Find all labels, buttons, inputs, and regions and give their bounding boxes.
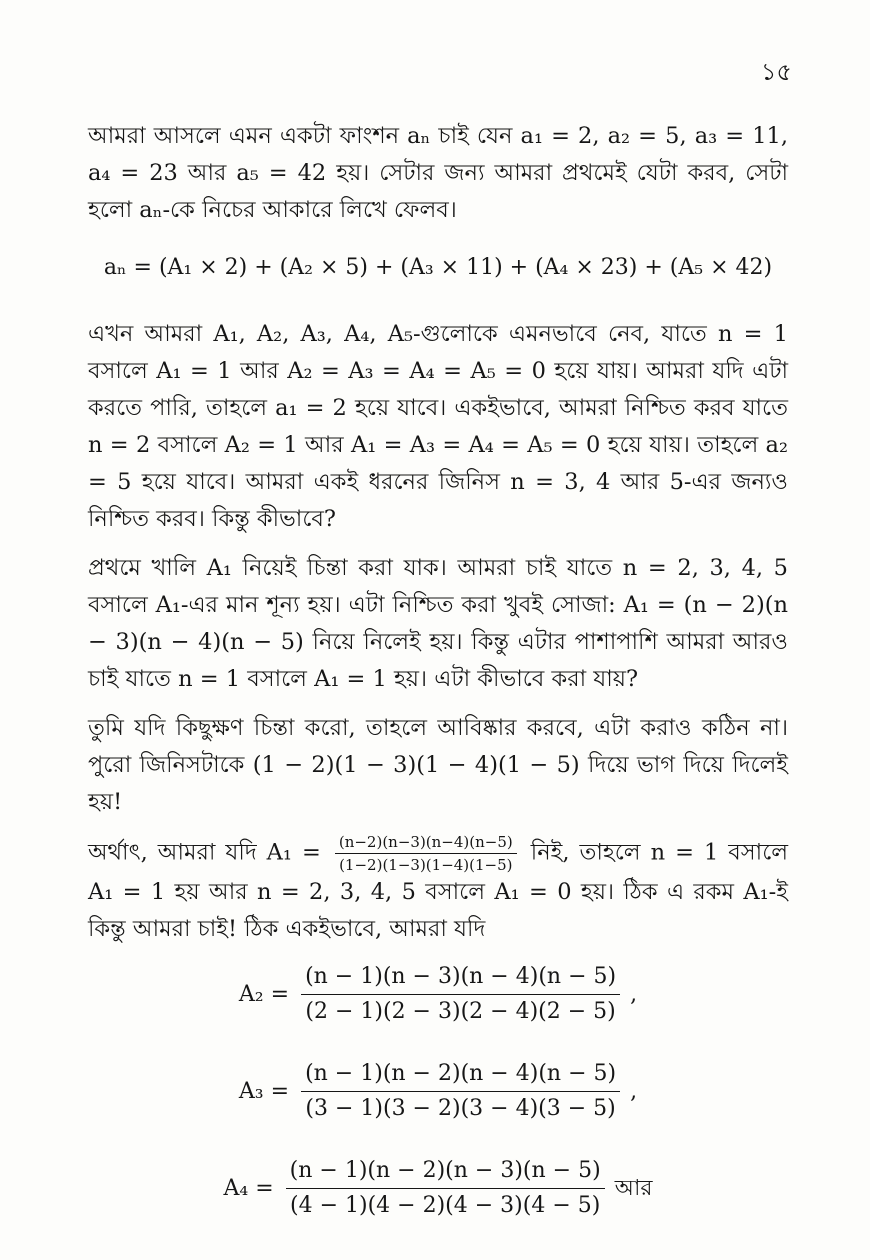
equation-a3 <box>88 1059 788 1124</box>
paragraph-think-a1: প্রথমে খালি A₁ নিয়েই চিন্তা করা যাক। আমরা চাই যাতে n = 2, 3, 4, 5 বসালে A₁-এর মান শূন্য হয়। এটা নিশ্চিত করা খুবই সোজা: A₁ = (n − 2)(n − 3)(n − 4)(n − 5) নিয়ে নিলেই হয়। কিন্তু এটার পাশাপাশি আমরা আরও চাই যাতে n = 1 বসালে A₁ = 1 হয়। এটা কীভাবে করা যায়? <box>88 555 788 692</box>
a1-inline-fraction <box>335 833 517 874</box>
fraction-denominator: (3 − 1)(3 − 2)(3 − 4)(3 − 5) <box>305 1096 616 1121</box>
paragraph-a1-fraction <box>88 833 788 948</box>
a1-fraction-numerator: (n−2)(n−3)(n−4)(n−5) <box>335 833 517 854</box>
a1-fraction-denominator: (1−2)(1−3)(1−4)(1−5) <box>339 856 513 874</box>
equation-tail: , <box>630 982 638 1007</box>
fraction-denominator: (4 − 1)(4 − 2)(4 − 3)(4 − 5) <box>290 1193 601 1218</box>
equation-fraction <box>301 1059 620 1124</box>
equation-fraction <box>286 1156 605 1221</box>
equation-tail: , <box>630 1079 638 1104</box>
paragraph-intro: আমরা আসলে এমন একটা ফাংশন aₙ চাই যেন a₁ = 2, a₂ = 5, a₃ = 11, a₄ = 23 আর a₅ = 42 হয়। সেটার জন্য আমরা প্রথমেই যেটা করব, সেটা হলো aₙ-কে নিচের আকারে লিখে ফেলব। <box>88 123 788 223</box>
display-equation-an: aₙ = (A₁ × 2) + (A₂ × 5) + (A₃ × 11) + (A₄ × 23) + (A₅ × 42) <box>103 255 773 280</box>
fraction-numerator: (n − 1)(n − 3)(n − 4)(n − 5) <box>301 962 620 995</box>
paragraph-choose-coefficients: এখন আমরা A₁, A₂, A₃, A₄, A₅-গুলোকে এমনভাবে নেব, যাতে n = 1 বসালে A₁ = 1 আর A₂ = A₃ = A₄ = A₅ = 0 হয়ে যায়। আমরা যদি এটা করতে পারি, তাহলে a₁ = 2 হয়ে যাবে। একইভাবে, আমরা নিশ্চিত করব যাতে n = 2 বসালে A₂ = 1 আর A₁ = A₃ = A₄ = A₅ = 0 হয়ে যায়। তাহলে a₂ = 5 হয়ে যাবে। আমরা একই ধরনের জিনিস n = 3, 4 আর 5-এর জন্যও নিশ্চিত করব। কিন্তু কীভাবে? <box>88 321 788 532</box>
equation-a4 <box>88 1156 788 1221</box>
a1-lead-text: অর্থাৎ, আমরা যদি A₁ = <box>88 839 321 866</box>
equation-a2 <box>88 962 788 1027</box>
equation-lhs: A₂ = <box>238 982 290 1007</box>
equation-lhs: A₃ = <box>238 1079 290 1104</box>
equation-lhs: A₄ = <box>223 1176 274 1201</box>
page-body <box>88 118 788 1253</box>
fraction-numerator: (n − 1)(n − 2)(n − 3)(n − 5) <box>286 1156 605 1189</box>
fraction-numerator: (n − 1)(n − 2)(n − 4)(n − 5) <box>301 1059 620 1092</box>
page-number: ১৫ <box>760 58 792 86</box>
fraction-denominator: (2 − 1)(2 − 3)(2 − 4)(2 − 5) <box>305 999 616 1024</box>
equation-tail: আর <box>614 1176 653 1201</box>
equation-fraction <box>301 962 620 1027</box>
a1-follow-text: নিই, তাহলে n = 1 বসালে A₁ = 1 হয় আর n = 2, 3, 4, 5 বসালে A₁ = 0 হয়। ঠিক এ রকম A₁-ই কিন্তু আমরা চাই! ঠিক একইভাবে, আমরা যদি <box>88 839 788 942</box>
paragraph-discover: তুমি যদি কিছুক্ষণ চিন্তা করো, তাহলে আবিষ্কার করবে, এটা করাও কঠিন না। পুরো জিনিসটাকে (1 − 2)(1 − 3)(1 − 4)(1 − 5) দিয়ে ভাগ দিয়ে দিলেই হয়! <box>88 715 788 815</box>
